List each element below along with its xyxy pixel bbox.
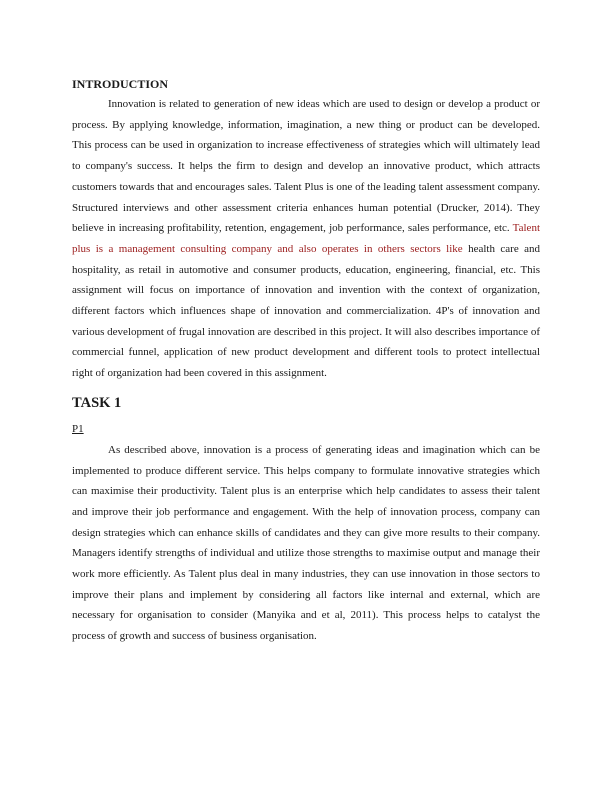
intro-text-part-2: health care and hospitality, as retail in automotive and consumer products, education, engineering, financial, etc. This assignment will focus on importance of innovation and invention with the context of organization, different factors which influences shape of innovation and commercialization. 4P's of innovation and various development of frugal innovation are described in this project. It will also describes importance of commercial funnel, application of new product development and different tools to protect intellectual right of organization had been covered in this assignment. [72,242,540,380]
introduction-heading: INTRODUCTION [72,77,169,91]
intro-highlighted-text: Talent plus is a management consulting company and also operates in others sectors like [72,222,540,255]
task-1-heading: TASK 1 [72,394,122,411]
introduction-paragraph [72,94,540,384]
p1-subheading: P1 [72,422,84,435]
p1-paragraph: As described above, innovation is a process of generating ideas and imagination which can be implemented to produce different service. This helps company to formulate innovative strategies which can maximise their productivity. Talent plus is an enterprise which help candidates to assess their talent and improve their job performance and engagement. With the help of innovation process, company can design strategies which can enhance skills of candidates and they can give more results to their company. Managers identify strengths of individual and utilize those strengths to maximise output and manage their work more efficiently. As Talent plus deal in many industries, they can use innovation in those sectors to improve their plans and implement by considering all factors like internal and external, which are necessary for organisation to consider (Manyika and et al, 2011). This process helps to catalyst the process of growth and success of business organisation. [72,443,540,643]
intro-text-part-1: Innovation is related to generation of new ideas which are used to design or develop a product or process. By applying knowledge, information, imagination, a new thing or product can be developed. This process can be used in organization to increase effectiveness of strategies which will ultimately lead to company's success. It helps the firm to design and develop an innovative product, which attracts customers towards that and encourages sales. Talent Plus is one of the leading talent assessment company. Structured interviews and other assessment criteria enhances human potential (Drucker, 2014). They believe in increasing profitability, retention, engagement, job performance, sales performance, etc. [72,98,540,235]
document-page [72,76,540,647]
